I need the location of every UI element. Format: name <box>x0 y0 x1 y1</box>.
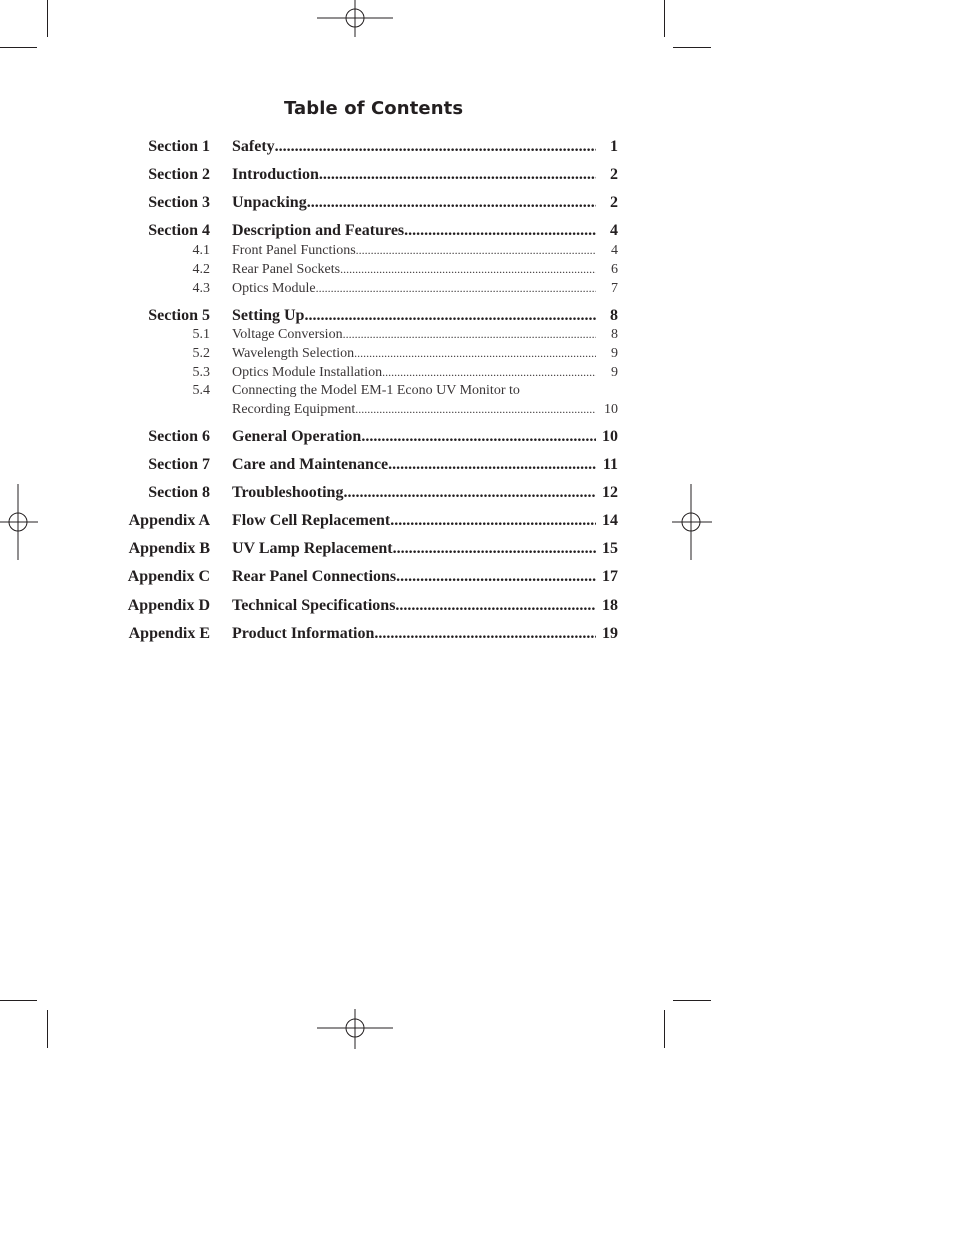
toc-label: Section 1 <box>148 138 210 155</box>
toc-title: Connecting the Model EM-1 Econo UV Monitor to <box>232 383 520 398</box>
toc-entry-section-7[interactable] <box>0 456 954 476</box>
toc-label: Appendix C <box>127 568 210 585</box>
toc-page-number: 19 <box>602 625 618 642</box>
toc-page-number: 7 <box>611 281 618 296</box>
toc-page-number: 10 <box>604 402 618 417</box>
toc-entry-section-5[interactable] <box>0 307 954 327</box>
leader-dots <box>404 222 596 240</box>
toc-entry-section-1[interactable] <box>0 138 954 158</box>
leader-dots <box>396 568 596 586</box>
leader-dots <box>390 512 596 530</box>
toc-page-number: 2 <box>610 194 618 211</box>
toc-title: UV Lamp Replacement <box>232 540 393 557</box>
page-title: Table of Contents <box>284 98 464 119</box>
toc-page-number: 9 <box>611 346 618 361</box>
toc-label: Section 6 <box>148 428 210 445</box>
leader-dots <box>316 281 596 296</box>
toc-entry-5-3[interactable] <box>0 365 954 385</box>
toc-entry-section-6[interactable] <box>0 428 954 448</box>
toc-label: 5.2 <box>192 346 210 361</box>
toc-page-number: 10 <box>602 428 618 445</box>
toc-page-number: 1 <box>610 138 618 155</box>
toc-title: Optics Module Installation <box>232 365 383 380</box>
toc-entry-5-4-continued[interactable] <box>0 402 954 422</box>
leader-dots <box>304 307 596 325</box>
leader-dots <box>343 327 596 342</box>
toc-entry-appendix-b[interactable] <box>0 540 954 560</box>
toc-entry-5-2[interactable] <box>0 346 954 366</box>
toc-label: Appendix E <box>128 625 210 642</box>
toc-page-number: 9 <box>611 365 618 380</box>
leader-dots <box>393 540 596 558</box>
toc-page-number: 18 <box>602 597 618 614</box>
toc-entry-section-4[interactable] <box>0 222 954 242</box>
toc-entry-appendix-d[interactable] <box>0 597 954 617</box>
leader-dots <box>395 597 596 615</box>
toc-title: Recording Equipment <box>232 402 356 417</box>
toc-label: 5.1 <box>192 327 210 342</box>
toc-label: Appendix A <box>128 512 210 529</box>
toc-title: Optics Module <box>232 281 316 296</box>
leader-dots <box>356 243 596 258</box>
toc-entry-5-4[interactable] <box>0 383 954 403</box>
toc-label: Section 7 <box>148 456 210 473</box>
toc-entry-appendix-a[interactable] <box>0 512 954 532</box>
leader-dots <box>382 365 596 380</box>
toc-entry-4-2[interactable] <box>0 262 954 282</box>
toc-label: Appendix B <box>128 540 210 557</box>
leader-dots <box>354 346 596 361</box>
toc-page-number: 12 <box>602 484 618 501</box>
toc-title: Care and Maintenance <box>232 456 389 473</box>
leader-dots <box>361 428 596 446</box>
toc-title: Rear Panel Sockets <box>232 262 341 277</box>
toc-title: Troubleshooting <box>232 484 344 501</box>
toc-label: Section 2 <box>148 166 210 183</box>
toc-page-number: 4 <box>610 222 618 239</box>
leader-dots <box>374 625 596 643</box>
toc-page-number: 14 <box>602 512 618 529</box>
leader-dots <box>340 262 596 277</box>
toc-title: Introduction <box>232 166 319 183</box>
leader-dots <box>275 138 596 156</box>
toc-title: Voltage Conversion <box>232 327 343 342</box>
toc-label: 5.4 <box>192 383 210 398</box>
toc-entry-section-2[interactable] <box>0 166 954 186</box>
toc-label: Section 4 <box>148 222 210 239</box>
toc-label: 4.1 <box>192 243 210 258</box>
leader-dots <box>319 166 596 184</box>
toc-page-number: 17 <box>602 568 618 585</box>
toc-title: Description and Features <box>232 222 405 239</box>
toc-label: 5.3 <box>192 365 210 380</box>
toc-label: Appendix D <box>127 597 210 614</box>
toc-page-number: 11 <box>602 456 618 473</box>
toc-entry-appendix-e[interactable] <box>0 625 954 645</box>
toc-entry-appendix-c[interactable] <box>0 568 954 588</box>
leader-dots <box>388 456 596 474</box>
toc-entry-section-8[interactable] <box>0 484 954 504</box>
toc-title: Unpacking <box>232 194 307 211</box>
toc-label: 4.3 <box>192 281 210 296</box>
toc-title: Front Panel Functions <box>232 243 356 258</box>
toc-title: Technical Specifications <box>232 597 396 614</box>
toc-title: Safety <box>232 138 275 155</box>
leader-dots <box>343 484 596 502</box>
toc-page-number: 4 <box>611 243 618 258</box>
toc-title: Flow Cell Replacement <box>232 512 391 529</box>
toc-entry-5-1[interactable] <box>0 327 954 347</box>
toc-label: Section 8 <box>148 484 210 501</box>
toc-title: General Operation <box>232 428 362 445</box>
leader-dots <box>307 194 596 212</box>
leader-dots <box>355 402 596 417</box>
toc-page-number: 8 <box>610 307 618 324</box>
toc-page-number: 8 <box>611 327 618 342</box>
toc-title: Product Information <box>232 625 375 642</box>
toc-label: Section 3 <box>148 194 210 211</box>
toc-page-number: 15 <box>602 540 618 557</box>
toc-title: Setting Up <box>232 307 305 324</box>
toc-label: Section 5 <box>148 307 210 324</box>
toc-page-number: 2 <box>610 166 618 183</box>
toc-title: Rear Panel Connections <box>232 568 397 585</box>
toc-entry-4-1[interactable] <box>0 243 954 263</box>
toc-title: Wavelength Selection <box>232 346 355 361</box>
toc-page-number: 6 <box>611 262 618 277</box>
toc-label: 4.2 <box>192 262 210 277</box>
toc-entry-4-3[interactable] <box>0 281 954 301</box>
toc-entry-section-3[interactable] <box>0 194 954 214</box>
